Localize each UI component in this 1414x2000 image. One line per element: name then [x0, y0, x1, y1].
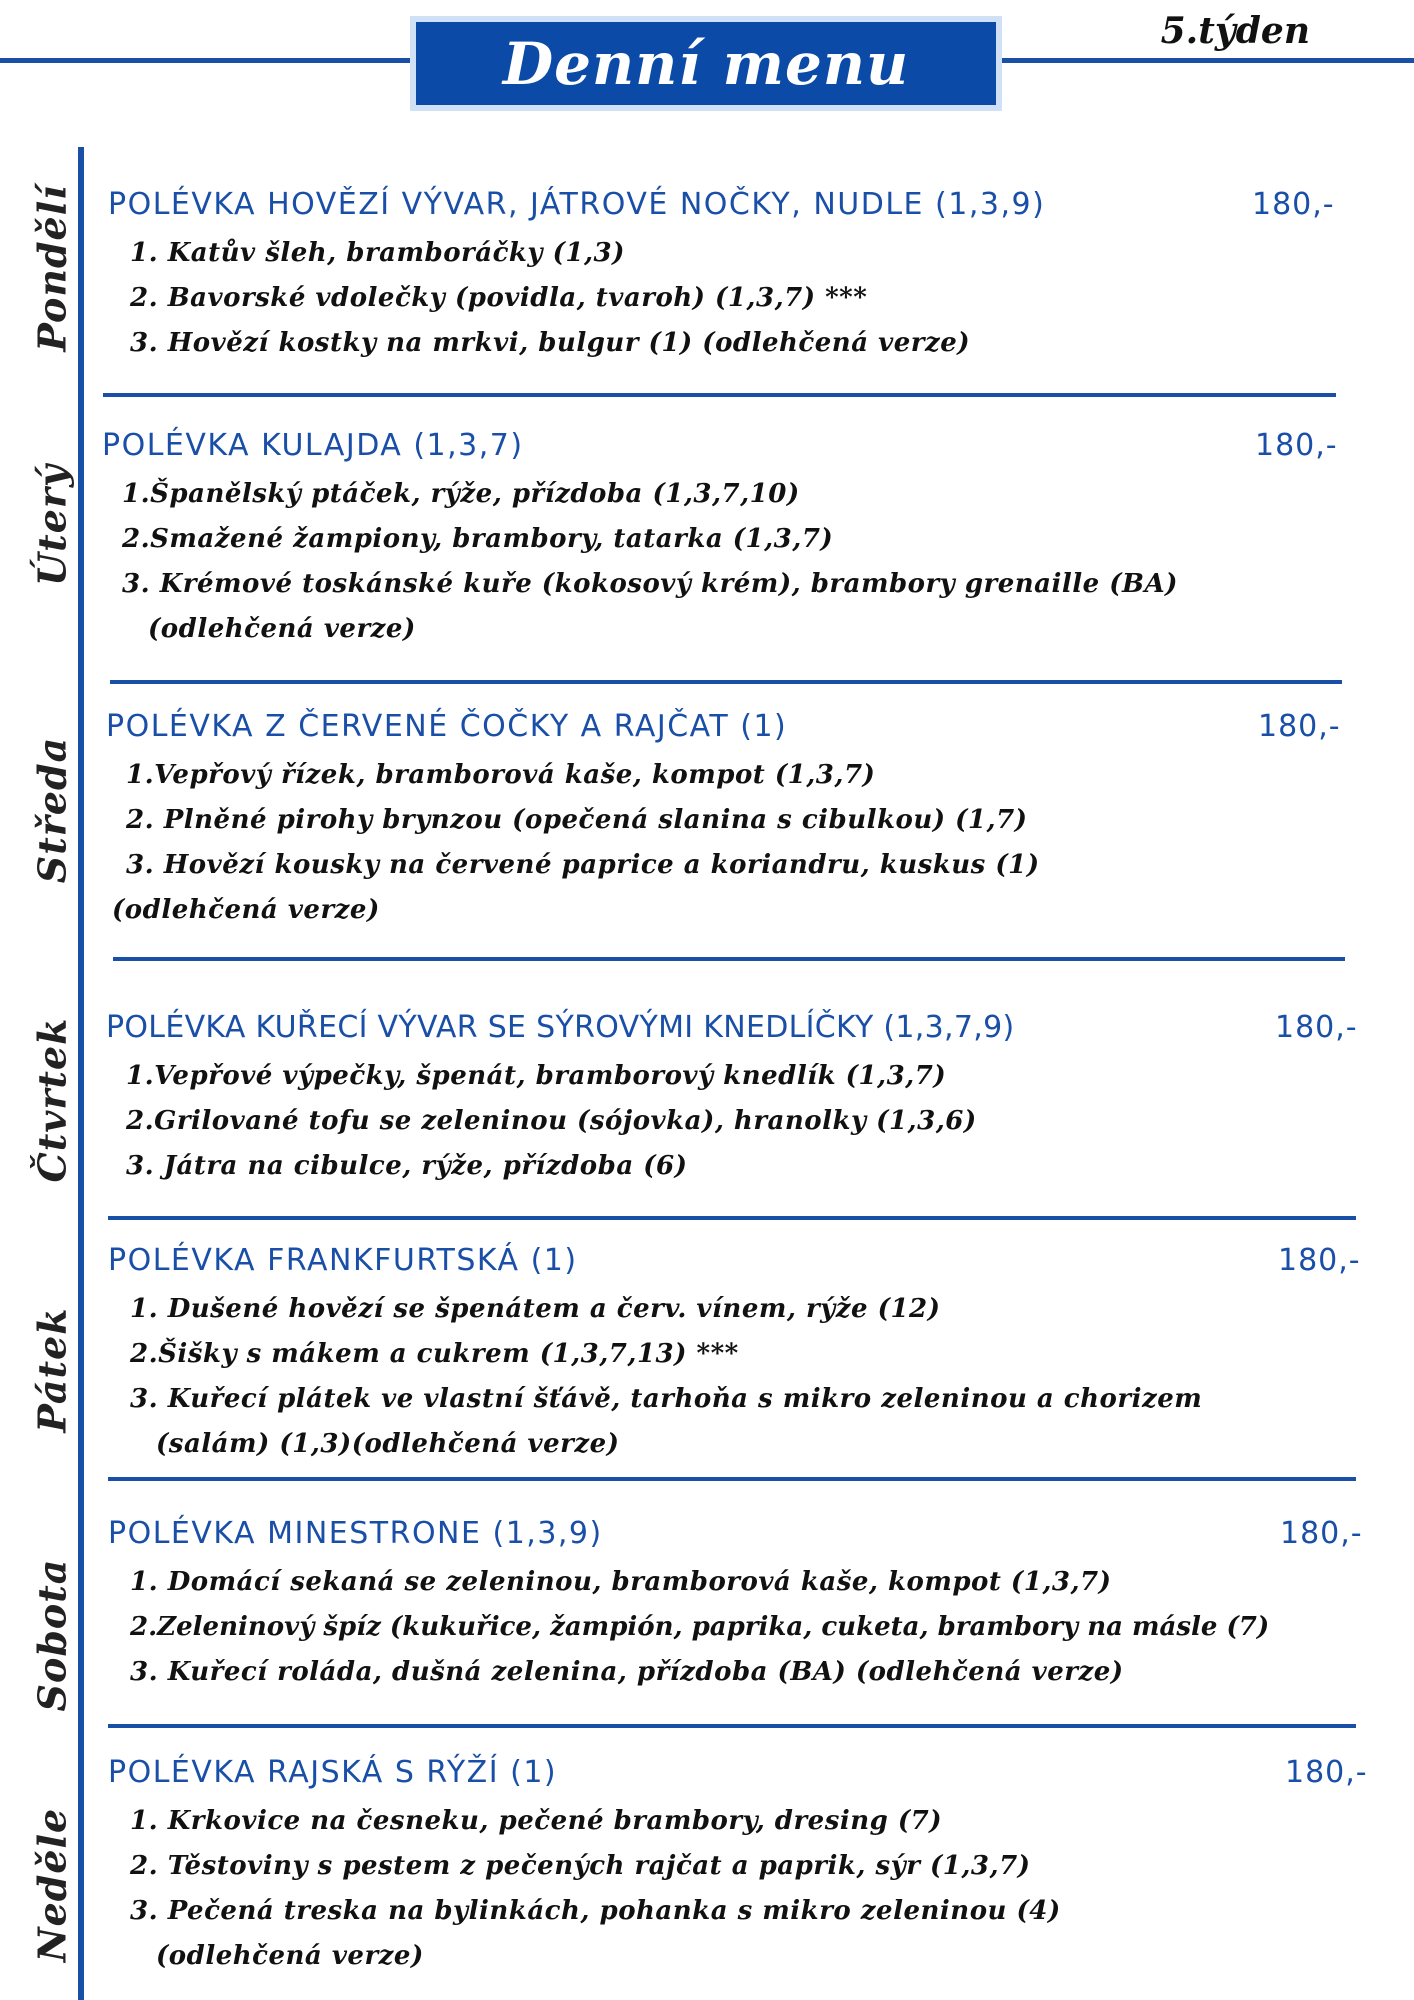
- dish-item: [126, 1144, 977, 1189]
- dish-list: [130, 231, 970, 366]
- dish-item: [122, 472, 1178, 517]
- day-label-text: Čtvrtek: [29, 1017, 75, 1183]
- price: 180,-: [1252, 187, 1335, 222]
- section-separator: [108, 1724, 1356, 1728]
- dish-text: 2. Bavorské vdolečky (povidla, tvaroh) (1,3,7) ***: [130, 283, 868, 313]
- dish-continuation: (odlehčená verze): [156, 1941, 424, 1971]
- dish-continuation: (odlehčená verze): [112, 895, 380, 925]
- price: 180,-: [1285, 1755, 1368, 1790]
- dish-text: 3. Kuřecí plátek ve vlastní šťávě, tarhoňa s mikro zeleninou a chorizem: [130, 1384, 1203, 1414]
- left-vertical-rule: [78, 147, 84, 2000]
- dish-list: [130, 1560, 1269, 1695]
- section-separator: [103, 393, 1336, 397]
- dish-text: 1. Dušené hovězí se špenátem a červ. vínem, rýže (12): [130, 1294, 941, 1324]
- dish-text: 3. Kuřecí roláda, dušná zelenina, přízdoba (BA) (odlehčená verze): [130, 1657, 1124, 1687]
- dish-item: [130, 1287, 1202, 1332]
- dish-list: [130, 1799, 1061, 1979]
- dish-item: [126, 1099, 977, 1144]
- header-line-right: [1000, 58, 1414, 63]
- header-line-left: [0, 58, 412, 63]
- dish-text: 3. Pečená treska na bylinkách, pohanka s mikro zeleninou (4): [130, 1896, 1061, 1926]
- page-title: Denní menu: [502, 29, 910, 98]
- dish-text: 3. Krémové toskánské kuře (kokosový krém), brambory grenaille (BA): [122, 569, 1178, 599]
- dish-text: 1.Vepřové výpečky, špenát, bramborový knedlík (1,3,7): [126, 1061, 947, 1091]
- dish-item: [126, 753, 1040, 798]
- soup-title: POLÉVKA KUŘECÍ VÝVAR SE SÝROVÝMI KNEDLÍČKY (1,3,7,9): [106, 1010, 1015, 1045]
- dish-text: 2.Grilované tofu se zeleninou (sójovka), hranolky (1,3,6): [126, 1106, 977, 1136]
- soup-title: POLÉVKA MINESTRONE (1,3,9): [108, 1516, 603, 1551]
- week-label: 5.týden: [1160, 10, 1310, 52]
- price: 180,-: [1275, 1010, 1358, 1045]
- dish-item: [130, 1560, 1269, 1605]
- dish-list: [112, 753, 1040, 933]
- dish-item: [130, 1799, 1061, 1844]
- soup-title: POLÉVKA KULAJDA (1,3,7): [102, 428, 524, 463]
- section-separator: [108, 1477, 1356, 1481]
- dish-list: [130, 1287, 1202, 1467]
- dish-text: 1. Krkovice na česneku, pečené brambory, dresing (7): [130, 1806, 943, 1836]
- dish-item: [130, 1377, 1202, 1467]
- dish-text: 1.Vepřový řízek, bramborová kaše, kompot (1,3,7): [126, 760, 876, 790]
- day-label-text: Pátek: [29, 1307, 75, 1433]
- day-label-text: Neděle: [29, 1807, 75, 1963]
- dish-text: 2. Plněné pirohy brynzou (opečená slanina s cibulkou) (1,7): [126, 805, 1028, 835]
- dish-item: [130, 1889, 1061, 1979]
- dish-text: 1. Domácí sekaná se zeleninou, bramborová kaše, kompot (1,3,7): [130, 1567, 1112, 1597]
- dish-item: [130, 276, 970, 321]
- dish-text: 2.Šišky s mákem a cukrem (1,3,7,13) ***: [130, 1339, 739, 1369]
- section-separator: [113, 957, 1345, 961]
- day-label-text: Sobota: [29, 1558, 75, 1712]
- dish-item: [130, 1605, 1269, 1650]
- dish-item: [122, 517, 1178, 562]
- dish-continuation: (odlehčená verze): [148, 614, 416, 644]
- price: 180,-: [1278, 1243, 1361, 1278]
- dish-text: 2. Těstoviny s pestem z pečených rajčat a paprik, sýr (1,3,7): [130, 1851, 1031, 1881]
- dish-text: 1. Katův šleh, bramboráčky (1,3): [130, 238, 625, 268]
- dish-text: 1.Španělský ptáček, rýže, přízdoba (1,3,7,10): [122, 479, 800, 509]
- section-separator: [108, 1216, 1356, 1220]
- dish-list: [126, 1054, 977, 1189]
- dish-item: [130, 321, 970, 366]
- dish-item: [122, 562, 1178, 652]
- price: 180,-: [1280, 1516, 1363, 1551]
- dish-item: [126, 798, 1040, 843]
- soup-title: POLÉVKA FRANKFURTSKÁ (1): [108, 1243, 578, 1278]
- title-banner: [410, 16, 1002, 111]
- section-separator: [110, 680, 1342, 684]
- dish-text: 2.Zeleninový špíz (kukuřice, žampión, paprika, cuketa, brambory na másle (7): [130, 1612, 1270, 1642]
- dish-item: [130, 1844, 1061, 1889]
- dish-list: [122, 472, 1178, 652]
- price: 180,-: [1255, 428, 1338, 463]
- dish-item: [130, 1650, 1269, 1695]
- dish-item: [130, 231, 970, 276]
- day-label-text: Středa: [29, 736, 75, 884]
- dish-item: [126, 1054, 977, 1099]
- dish-text: 3. Hovězí kousky na červené paprice a koriandru, kuskus (1): [126, 850, 1040, 880]
- day-label-text: Úterý: [29, 464, 75, 586]
- dish-text: 2.Smažené žampiony, brambory, tatarka (1,3,7): [122, 524, 834, 554]
- dish-text: 3. Hovězí kostky na mrkvi, bulgur (1) (odlehčená verze): [130, 328, 971, 358]
- day-label-text: Pondělí: [29, 184, 75, 352]
- soup-title: POLÉVKA Z ČERVENÉ ČOČKY A RAJČAT (1): [106, 709, 788, 744]
- dish-item: [130, 1332, 1202, 1377]
- dish-continuation: (salám) (1,3)(odlehčená verze): [156, 1429, 620, 1459]
- price: 180,-: [1258, 709, 1341, 744]
- dish-item: [112, 843, 1040, 933]
- soup-title: POLÉVKA RAJSKÁ S RÝŽÍ (1): [108, 1755, 558, 1790]
- dish-text: 3. Játra na cibulce, rýže, přízdoba (6): [126, 1151, 688, 1181]
- soup-title: POLÉVKA HOVĚZÍ VÝVAR, JÁTROVÉ NOČKY, NUDLE (1,3,9): [108, 187, 1046, 222]
